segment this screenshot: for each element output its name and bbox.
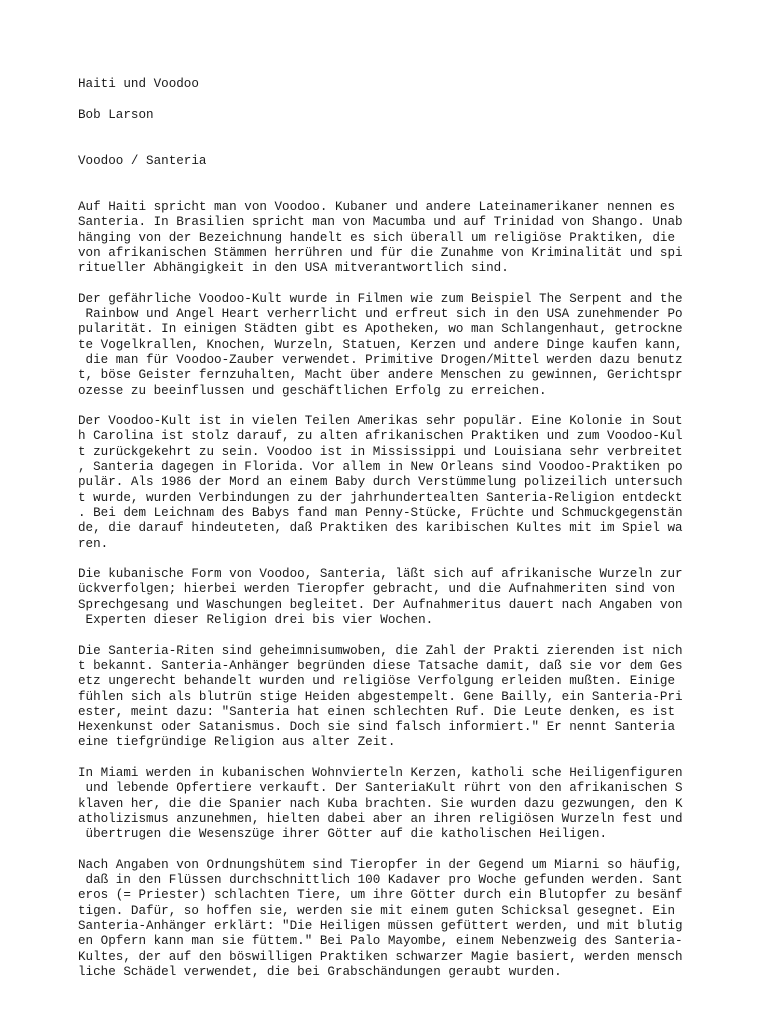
paragraph [78,766,708,842]
document-author: Bob Larson [78,108,154,122]
paragraph [78,644,708,751]
text-line: Experten dieser Religion drei bis vier Wochen. [78,613,434,628]
text-line: t zurückgekehrt zu sein. Voodoo ist in Mississippi und Louisiana sehr verbreitet [78,444,683,459]
paragraph [78,200,708,276]
text-line: de, die darauf hindeuteten, daß Praktiken des karibischen Kultes mit im Spiel wa [78,521,683,536]
document-body [78,200,708,995]
text-line: fühlen sich als blutrün stige Heiden abgestempelt. Gene Bailly, ein Santeria-Pri [78,689,683,704]
text-line: Der Voodoo-Kult ist in vielen Teilen Amerikas sehr populär. Eine Kolonie in Sout [78,414,683,429]
text-line: Santeria. In Brasilien spricht man von Macumba und auf Trinidad von Shango. Unab [78,215,683,230]
text-line: t bekannt. Santeria-Anhänger begründen diese Tatsache damit, daß sie vor dem Ges [78,658,683,673]
text-line: ückverfolgen; hierbei werden Tieropfer gebracht, und die Aufnahmeriten sind von [78,582,676,597]
text-line: ester, meint dazu: "Santeria hat einen schlechten Ruf. Die Leute denken, es ist [78,704,676,719]
text-line: liche Schädel verwendet, die bei Grabschändungen geraubt wurden. [78,964,562,979]
text-line: ren. [78,536,109,551]
paragraph [78,414,708,552]
text-line: . Bei dem Leichnam des Babys fand man Penny-Stücke, Früchte und Schmuckgegenstän [78,505,683,520]
text-line: h Carolina ist stolz darauf, zu alten afrikanischen Praktiken und zum Voodoo-Kul [78,429,683,444]
text-line: t, böse Geister fernzuhalten, Macht über andere Menschen zu gewinnen, Gerichtspr [78,368,683,383]
text-line: ozesse zu beeinflussen und geschäftlichen Erfolg zu erreichen. [78,383,547,398]
text-line: pulär. Als 1986 der Mord an einem Baby durch Verstümmelung polizeilich untersuch [78,475,683,490]
paragraph [78,567,708,628]
text-line: te Vogelkrallen, Knochen, Wurzeln, Statuen, Kerzen und andere Dinge kaufen kann, [78,337,683,352]
text-line: ritueller Abhängigkeit in den USA mitverantwortlich sind. [78,261,509,276]
text-line: Kultes, der auf den böswilligen Praktiken schwarzer Magie basiert, werden mensch [78,949,683,964]
text-line: Die Santeria-Riten sind geheimnisumwoben, die Zahl der Prakti zierenden ist nich [78,643,683,658]
paragraph [78,292,708,399]
text-line: klaven her, die die Spanier nach Kuba brachten. Sie wurden dazu gezwungen, den K [78,796,683,811]
text-line: eros (= Priester) schlachten Tiere, um ihre Götter durch ein Blutopfer zu besänf [78,888,683,903]
document-title: Haiti und Voodoo [78,77,199,91]
text-line: Auf Haiti spricht man von Voodoo. Kubaner und andere Lateinamerikaner nennen es [78,200,676,214]
text-line: Rainbow und Angel Heart verherrlicht und erfreut sich in den USA zunehmender Po [78,307,683,322]
text-line: In Miami werden in kubanischen Wohnvierteln Kerzen, katholi sche Heiligenfiguren [78,765,683,780]
text-line: von afrikanischen Stämmen herrühren und für die Zunahme von Kriminalität und spi [78,245,683,260]
text-line: etz ungerecht behandelt wurden und religiöse Verfolgung erleiden mußten. Einige [78,674,676,689]
text-line: en Opfern kann man sie füttem." Bei Palo Mayombe, einem Nebenzweig des Santeria- [78,934,683,949]
text-line: Hexenkunst oder Satanismus. Doch sie sind falsch informiert." Er nennt Santeria [78,720,676,735]
text-line: , Santeria dagegen in Florida. Vor allem in New Orleans sind Voodoo-Praktiken po [78,460,683,475]
text-line: übertrugen die Wesenszüge ihrer Götter auf die katholischen Heiligen. [78,827,608,842]
paragraph [78,858,708,980]
text-line: Nach Angaben von Ordnungshütem sind Tieropfer in der Gegend um Miarni so häufig, [78,857,683,872]
text-line: Sprechgesang und Waschungen begleitet. Der Aufnahmeritus dauert nach Angaben von [78,597,683,612]
text-line: atholizismus anzunehmen, hielten dabei aber an ihren religiösen Wurzeln fest und [78,811,683,826]
text-line: und lebende Opfertiere verkauft. Der SanteriaKult rührt von den afrikanischen S [78,781,683,796]
text-line: Der gefährliche Voodoo-Kult wurde in Filmen wie zum Beispiel The Serpent and the [78,291,683,306]
text-line: t wurde, wurden Verbindungen zu der jahrhundertealten Santeria-Religion entdeckt [78,490,683,505]
text-line: pularität. In einigen Städten gibt es Apotheken, wo man Schlangenhaut, getrockne [78,322,683,337]
text-line: hänging von der Bezeichnung handelt es sich überall um religiöse Praktiken, die [78,230,676,245]
text-line: daß in den Flüssen durchschnittlich 100 Kadaver pro Woche gefunden werden. Sant [78,873,683,888]
text-line: tigen. Dafür, so hoffen sie, werden sie mit einem guten Schicksal gesegnet. Ein [78,903,676,918]
text-line: Santeria-Anhänger erklärt: "Die Heiligen müssen gefüttert werden, und mit blutig [78,918,683,933]
text-line: eine tiefgründige Religion aus alter Zeit. [78,735,396,750]
text-line: Die kubanische Form von Voodoo, Santeria, läßt sich auf afrikanische Wurzeln zur [78,567,683,582]
section-heading: Voodoo / Santeria [78,154,207,168]
text-line: die man für Voodoo-Zauber verwendet. Primitive Drogen/Mittel werden dazu benutz [78,352,683,367]
